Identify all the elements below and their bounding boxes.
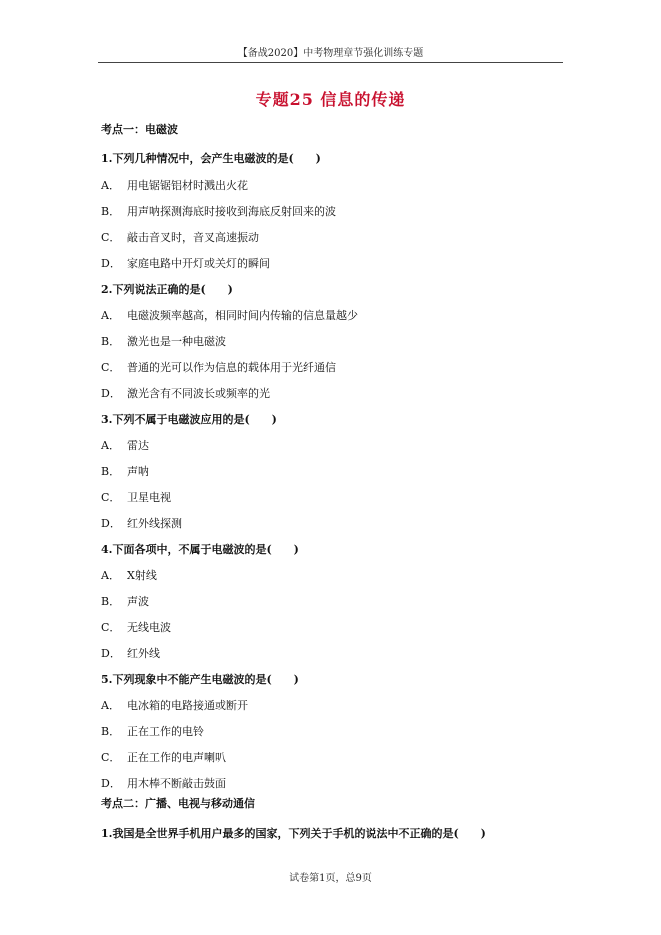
- answer-option: [101, 205, 336, 219]
- answer-option: [101, 387, 270, 401]
- option-label: C．: [101, 751, 121, 764]
- question-stem: 4.下面各项中，不属于电磁波的是( ): [101, 543, 299, 556]
- option-text: 声呐: [127, 465, 149, 478]
- option-text: 正在工作的电声喇叭: [127, 751, 226, 764]
- answer-option: [101, 491, 171, 505]
- answer-option: [101, 257, 270, 271]
- option-label: C．: [101, 621, 121, 634]
- answer-option: [101, 595, 149, 609]
- option-text: 用电锯锯铝材时溅出火花: [127, 179, 248, 192]
- answer-option: [101, 309, 358, 323]
- answer-option: [101, 231, 259, 245]
- answer-option: [101, 517, 182, 531]
- answer-option: [101, 699, 248, 713]
- answer-option: [101, 647, 160, 661]
- running-header: 【备战2020】中考物理章节强化训练专题: [237, 48, 424, 59]
- answer-option: [101, 465, 149, 479]
- option-label: C．: [101, 361, 121, 374]
- question-stem: 2.下列说法正确的是( ): [101, 283, 233, 296]
- option-text: 用声呐探测海底时接收到海底反射回来的波: [127, 205, 336, 218]
- option-text: 普通的光可以作为信息的载体用于光纤通信: [127, 361, 336, 374]
- section-heading: 考点一：电磁波: [101, 123, 178, 136]
- answer-option: [101, 569, 157, 583]
- option-label: B．: [101, 725, 121, 738]
- answer-option: [101, 621, 171, 635]
- question-stem: 1.下列几种情况中，会产生电磁波的是( ): [101, 152, 321, 165]
- option-label: C．: [101, 491, 121, 504]
- section-heading: 考点二：广播、电视与移动通信: [101, 797, 255, 810]
- option-label: A．: [101, 439, 120, 452]
- option-text: 红外线探测: [127, 517, 182, 530]
- option-label: D．: [101, 387, 121, 400]
- option-label: B．: [101, 335, 121, 348]
- option-text: 正在工作的电铃: [127, 725, 204, 738]
- option-text: 电冰箱的电路接通或断开: [127, 699, 248, 712]
- option-label: D．: [101, 777, 121, 790]
- option-text: 声波: [127, 595, 149, 608]
- option-text: 敲击音叉时，音叉高速振动: [127, 231, 259, 244]
- answer-option: [101, 725, 204, 739]
- option-label: B．: [101, 465, 121, 478]
- answer-option: [101, 179, 248, 193]
- option-label: A．: [101, 179, 120, 192]
- option-label: A．: [101, 309, 120, 322]
- option-text: 激光含有不同波长或频率的光: [127, 387, 270, 400]
- question-stem: 5.下列现象中不能产生电磁波的是( ): [101, 673, 299, 686]
- option-label: B．: [101, 205, 121, 218]
- answer-option: [101, 335, 226, 349]
- answer-option: [101, 439, 149, 453]
- option-label: A．: [101, 569, 120, 582]
- option-label: C．: [101, 231, 121, 244]
- option-text: 激光也是一种电磁波: [127, 335, 226, 348]
- option-text: 雷达: [127, 439, 149, 452]
- option-text: 红外线: [127, 647, 160, 660]
- option-text: 电磁波频率越高，相同时间内传输的信息量越少: [127, 309, 358, 322]
- option-text: 卫星电视: [127, 491, 171, 504]
- option-label: D．: [101, 257, 121, 270]
- option-text: 家庭电路中开灯或关灯的瞬间: [127, 257, 270, 270]
- question-stem: 3.下列不属于电磁波应用的是( ): [101, 413, 277, 426]
- option-label: A．: [101, 699, 120, 712]
- option-label: D．: [101, 647, 121, 660]
- answer-option: [101, 361, 336, 375]
- question-stem: 1.我国是全世界手机用户最多的国家，下列关于手机的说法中不正确的是( ): [101, 827, 486, 840]
- page-footer: 试卷第1页，总9页: [289, 873, 372, 884]
- option-label: D．: [101, 517, 121, 530]
- page-title: 专题25 信息的传递: [255, 90, 406, 109]
- option-text: X射线: [127, 569, 157, 582]
- option-label: B．: [101, 595, 121, 608]
- option-text: 用木棒不断敲击鼓面: [127, 777, 226, 790]
- answer-option: [101, 777, 226, 791]
- header-rule: [98, 62, 563, 63]
- option-text: 无线电波: [127, 621, 171, 634]
- answer-option: [101, 751, 226, 765]
